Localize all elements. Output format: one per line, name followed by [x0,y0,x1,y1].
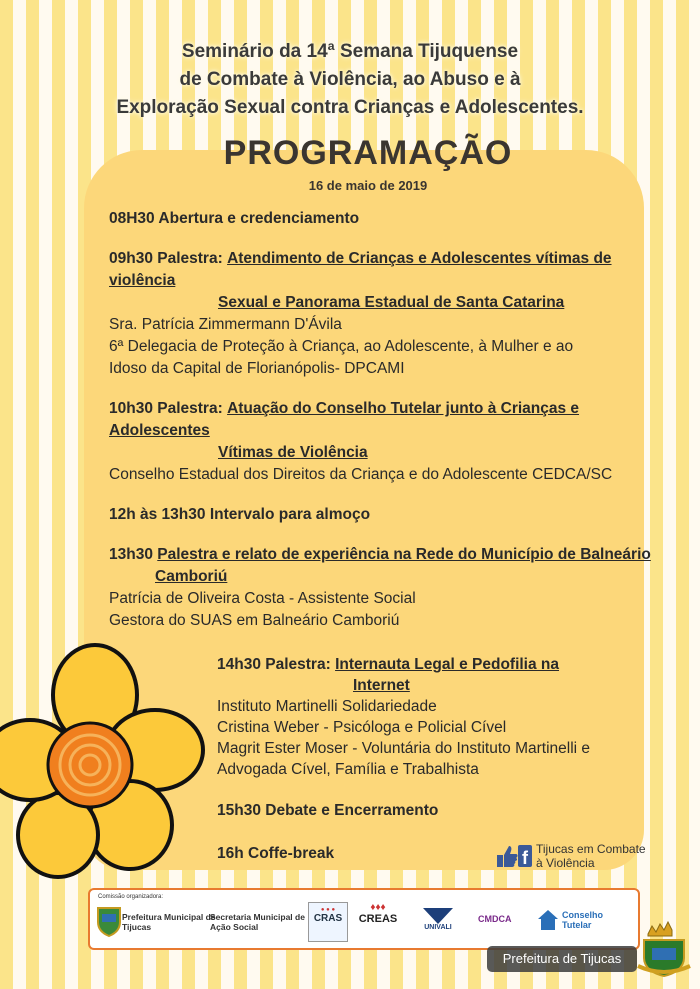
speaker-org: Instituto Martinelli Solidariedade [217,698,437,715]
item-topic-cont: Vítimas de Violência [218,444,368,461]
schedule [109,208,659,650]
facebook-like-icon [494,843,532,869]
speaker: Magrit Ester Moser - Voluntária do Instituto Martinelli e [217,740,591,757]
speaker: Patrícia de Oliveira Costa - Assistente Social [109,590,416,607]
schedule-item-1030 [109,398,659,486]
item-topic-cont: Internet [353,677,410,694]
speaker-role: Advogada Cível, Família e Trabalhista [217,761,479,778]
univali-logo-text: UNIVALI [424,924,452,931]
event-date: 16 de maio de 2019 [308,178,428,193]
tijucas-coat-of-arms-icon [96,904,122,938]
facebook-text-line-2: à Violência [536,856,595,870]
org-prefeitura-line-2: Tijucas [122,922,152,932]
schedule-item-opening: 08H30 Abertura e credenciamento [109,210,360,227]
creas-logo: ♦♦♦ CREAS [358,902,398,925]
facebook-page-link[interactable] [494,842,656,870]
cras-logo: ● ● ● CRAS [308,902,348,942]
speaker: Cristina Weber - Psicóloga e Policial Cível [217,719,507,736]
item-time: 09h30 Palestra: [109,250,223,267]
programacao-heading: PROGRAMAÇÃO [223,134,513,172]
schedule-item-closing: 15h30 Debate e Encerramento [217,802,439,819]
organizers-footer [88,888,640,950]
title-line-1: Seminário da 14ª Semana Tijuquense [181,41,519,62]
conselho-logo-line-1: Conselho [562,910,604,920]
speaker: Sra. Patrícia Zimmermann D'Ávila [109,316,342,333]
title-line-2: de Combate à Violência, ao Abuso e à [179,69,521,90]
municipal-seal-icon [634,920,694,980]
item-topic: Atendimento de Crianças e Adolescentes vítimas de violência [109,250,612,289]
speaker-role: Gestora do SUAS em Balneário Camboriú [109,612,400,629]
cmdca-logo: CMDCA [478,914,512,924]
schedule-item-1330 [109,544,659,632]
org-prefeitura-line-1: Prefeitura Municipal de [122,912,216,922]
organizers-label: Comissão organizadora: [98,894,164,900]
speaker-org: Conselho Estadual dos Direitos da Criança e do Adolescente CEDCA/SC [109,466,613,483]
schedule-item-1430 [217,654,657,780]
org-prefeitura [122,912,216,932]
univali-logo [418,908,458,931]
org-secretaria-line-2: Ação Social [210,922,259,932]
speaker-org: 6ª Delegacia de Proteção à Criança, ao Adolescente, à Mulher e ao [109,338,574,355]
title-line-3: Exploração Sexual contra Crianças e Adolescentes. [116,97,584,118]
speaker-org-cont: Idoso da Capital de Florianópolis- DPCAMI [109,360,405,377]
svg-text:f: f [522,848,528,868]
cras-logo-text: CRAS [313,913,343,924]
org-secretaria-line-1: Secretaria Municipal de [210,912,305,922]
item-topic: Palestra e relato de experiência na Rede do Município de Balneário [157,546,651,563]
conselho-logo-line-2: Tutelar [562,920,592,930]
item-topic: Internauta Legal e Pedofilia na [335,656,560,673]
schedule-item-0930 [109,248,659,380]
facebook-text-line-1: Tijucas em Combate [536,842,646,856]
schedule-lower [217,654,657,864]
flower-illustration [0,640,210,880]
item-topic-cont: Camboriú [155,568,228,585]
item-topic-cont: Sexual e Panorama Estadual de Santa Catarina [218,294,565,311]
schedule-item-lunch: 12h às 13h30 Intervalo para almoço [109,506,371,523]
item-topic: Atuação do Conselho Tutelar junto à Crianças e Adolescentes [109,400,580,439]
creas-logo-text: CREAS [358,913,398,925]
org-secretaria [210,912,305,932]
item-time: 10h30 Palestra: [109,400,223,417]
item-time: 14h30 Palestra: [217,656,331,673]
item-time: 13h30 [109,546,153,563]
seminar-title [0,38,700,122]
schedule-item-coffee: 16h Coffe-break [217,845,335,862]
watermark-label: Prefeitura de Tijucas [487,946,637,972]
